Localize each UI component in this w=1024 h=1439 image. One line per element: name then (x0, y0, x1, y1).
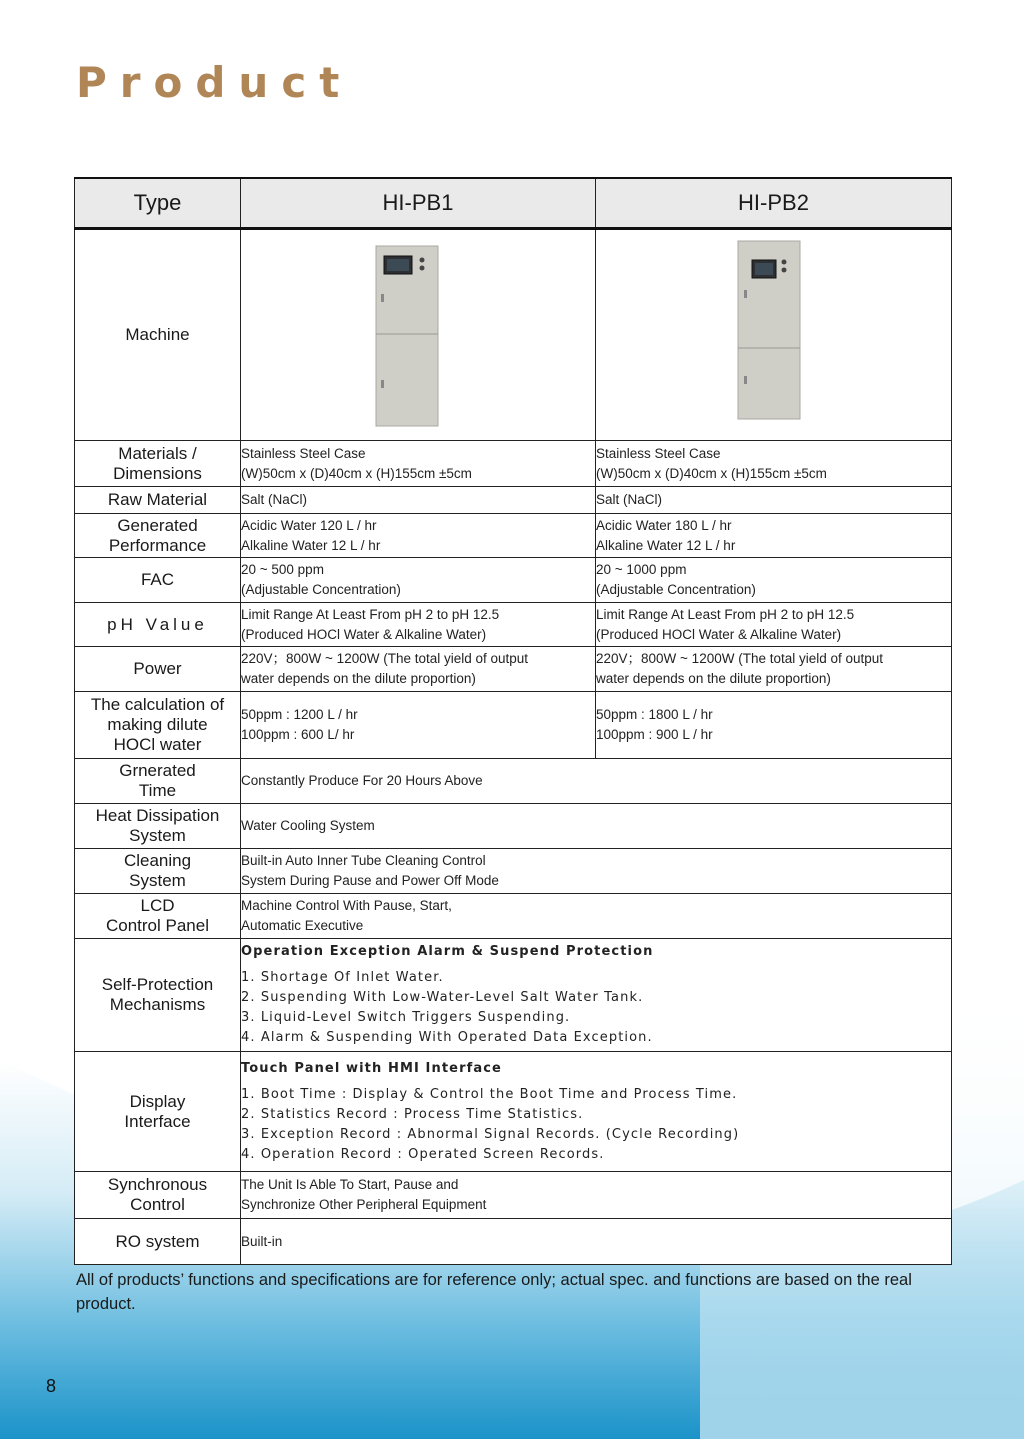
page-title: Product (76, 58, 353, 107)
value-line: 100ppm : 900 L / hr (596, 727, 713, 742)
label-line: Grnerated (119, 761, 196, 780)
value-line: Automatic Executive (241, 918, 364, 933)
materials-label (75, 441, 241, 487)
label-line: Performance (108, 535, 207, 555)
value-line: (Adjustable Concentration) (241, 582, 401, 597)
fac-pb2 (596, 558, 952, 603)
ro-value: Built-in (241, 1219, 952, 1265)
performance-row (75, 514, 952, 558)
performance-pb1 (241, 514, 596, 558)
cleaning-row (75, 849, 952, 894)
ro-label: RO system (75, 1219, 241, 1265)
cleaning-value (241, 849, 952, 894)
protection-label (75, 939, 241, 1052)
label-line: Interface (124, 1111, 191, 1131)
label-line: The calculation of (90, 695, 225, 714)
label-line: Cleaning (123, 851, 192, 870)
value-line: Limit Range At Least From pH 2 to pH 12.5 (241, 606, 500, 622)
value-line: Acidic Water 180 L / hr (596, 517, 732, 533)
fac-pb1 (241, 558, 596, 603)
value-line: water depends on the dilute proportion) (241, 671, 476, 686)
time-value: Constantly Produce For 20 Hours Above (241, 759, 952, 804)
sync-row (75, 1172, 952, 1219)
sync-label (75, 1172, 241, 1219)
protection-item: 1. Shortage Of Inlet Water. (241, 970, 444, 985)
heat-row (75, 804, 952, 849)
time-row (75, 759, 952, 804)
materials-pb2 (596, 441, 952, 487)
display-item: 4. Operation Record : Operated Screen Records. (241, 1146, 605, 1162)
power-row (75, 647, 952, 692)
footnote: All of products’ functions and specifications are for reference only; actual spec. and functions are based on the real product. (76, 1271, 912, 1313)
raw-material-label: Raw Material (75, 487, 241, 514)
display-row (75, 1052, 952, 1172)
protection-heading: Operation Exception Alarm & Suspend Protection (241, 944, 654, 959)
page-number: 8 (46, 1376, 57, 1396)
raw-material-row (75, 487, 952, 514)
ph-pb1 (241, 603, 596, 647)
label-line: Dimensions (113, 463, 202, 483)
materials-pb1 (241, 441, 596, 487)
sync-value (241, 1172, 952, 1219)
label-line: System (129, 871, 186, 890)
value-line: (W)50cm x (D)40cm x (H)155cm ±5cm (596, 465, 827, 481)
value-line: System During Pause and Power Off Mode (241, 873, 499, 888)
ph-label: pH Value (75, 603, 241, 647)
label-line: HOCl water (113, 735, 202, 754)
value-line: 220V；800W ~ 1200W (The total yield of output (596, 651, 884, 666)
label-line: Display (129, 1091, 186, 1111)
time-label (75, 759, 241, 804)
heat-label (75, 804, 241, 849)
label-line: System (129, 826, 186, 845)
model-hi-pb2-header: HI-PB2 (596, 178, 952, 229)
label-line: Control (130, 1195, 185, 1214)
value-line: Stainless Steel Case (596, 445, 721, 461)
power-pb1 (241, 647, 596, 692)
value-line: water depends on the dilute proportion) (596, 671, 831, 686)
value-line: Synchronize Other Peripheral Equipment (241, 1197, 487, 1212)
protection-item: 2. Suspending With Low-Water-Level Salt Water Tank. (241, 990, 644, 1005)
value-line: 20 ~ 1000 ppm (596, 562, 687, 577)
machine-pb2-illustration (596, 230, 952, 435)
value-line: (Produced HOCl Water & Alkaline Water) (241, 626, 487, 642)
value-line: 220V；800W ~ 1200W (The total yield of output (241, 651, 529, 666)
value-line: (W)50cm x (D)40cm x (H)155cm ±5cm (241, 465, 472, 481)
ph-pb2 (596, 603, 952, 647)
power-label: Power (75, 647, 241, 692)
value-line: 50ppm : 1200 L / hr (241, 707, 358, 722)
ro-row (75, 1219, 952, 1265)
value-line: The Unit Is Able To Start, Pause and (241, 1177, 459, 1192)
label-line: Time (138, 781, 177, 800)
raw-material-pb1: Salt (NaCl) (241, 487, 596, 514)
lcd-label (75, 894, 241, 939)
value-line: Limit Range At Least From pH 2 to pH 12.5 (596, 606, 855, 622)
power-pb2 (596, 647, 952, 692)
protection-item: 4. Alarm & Suspending With Operated Data Exception. (241, 1030, 653, 1045)
cleaning-label (75, 849, 241, 894)
value-line: 20 ~ 500 ppm (241, 562, 324, 577)
spec-table (74, 177, 952, 1265)
performance-pb2 (596, 514, 952, 558)
dilute-row (75, 692, 952, 759)
value-line: Machine Control With Pause, Start, (241, 898, 452, 913)
protection-row (75, 939, 952, 1052)
fac-row (75, 558, 952, 603)
machine-label: Machine (75, 229, 241, 441)
label-line: Generated (117, 515, 198, 535)
label-line: making dilute (107, 715, 208, 734)
value-line: Stainless Steel Case (241, 445, 366, 461)
machine-pb1-illustration (241, 230, 596, 435)
label-line: Control Panel (105, 916, 209, 935)
display-value (241, 1052, 952, 1172)
lcd-row (75, 894, 952, 939)
value-line: Alkaline Water 12 L / hr (241, 537, 381, 553)
label-line: Synchronous (107, 1175, 208, 1194)
display-label (75, 1052, 241, 1172)
model-hi-pb1-header: HI-PB1 (241, 178, 596, 229)
type-header: Type (75, 178, 241, 229)
display-item: 2. Statistics Record : Process Time Statistics. (241, 1106, 584, 1122)
value-line: Acidic Water 120 L / hr (241, 517, 377, 533)
dilute-pb1 (241, 692, 596, 759)
machine-image-pb1 (241, 229, 596, 441)
raw-material-pb2: Salt (NaCl) (596, 487, 952, 514)
protection-value (241, 939, 952, 1052)
fac-label: FAC (75, 558, 241, 603)
lcd-value (241, 894, 952, 939)
protection-item: 3. Liquid-Level Switch Triggers Suspending. (241, 1010, 571, 1025)
value-line: 100ppm : 600 L/ hr (241, 727, 355, 742)
header-row (75, 178, 952, 229)
label-line: Mechanisms (109, 995, 206, 1014)
value-line: Alkaline Water 12 L / hr (596, 537, 736, 553)
label-line: LCD (140, 896, 175, 915)
value-line: (Adjustable Concentration) (596, 582, 756, 597)
dilute-pb2 (596, 692, 952, 759)
materials-row (75, 441, 952, 487)
value-line: Built-in Auto Inner Tube Cleaning Control (241, 853, 486, 868)
machine-image-pb2 (596, 229, 952, 441)
dilute-label (75, 692, 241, 759)
label-line: Self-Protection (101, 975, 214, 994)
ph-row (75, 603, 952, 647)
value-line: (Produced HOCl Water & Alkaline Water) (596, 626, 842, 642)
machine-row (75, 229, 952, 441)
display-item: 3. Exception Record : Abnormal Signal Records. (Cycle Recording) (241, 1126, 740, 1142)
label-line: Heat Dissipation (95, 806, 220, 825)
value-line: 50ppm : 1800 L / hr (596, 707, 713, 722)
performance-label (75, 514, 241, 558)
display-item: 1. Boot Time : Display & Control the Boot Time and Process Time. (241, 1086, 738, 1102)
display-heading: Touch Panel with HMI Interface (241, 1060, 502, 1076)
heat-value: Water Cooling System (241, 804, 952, 849)
label-line: Materials / (118, 443, 197, 463)
